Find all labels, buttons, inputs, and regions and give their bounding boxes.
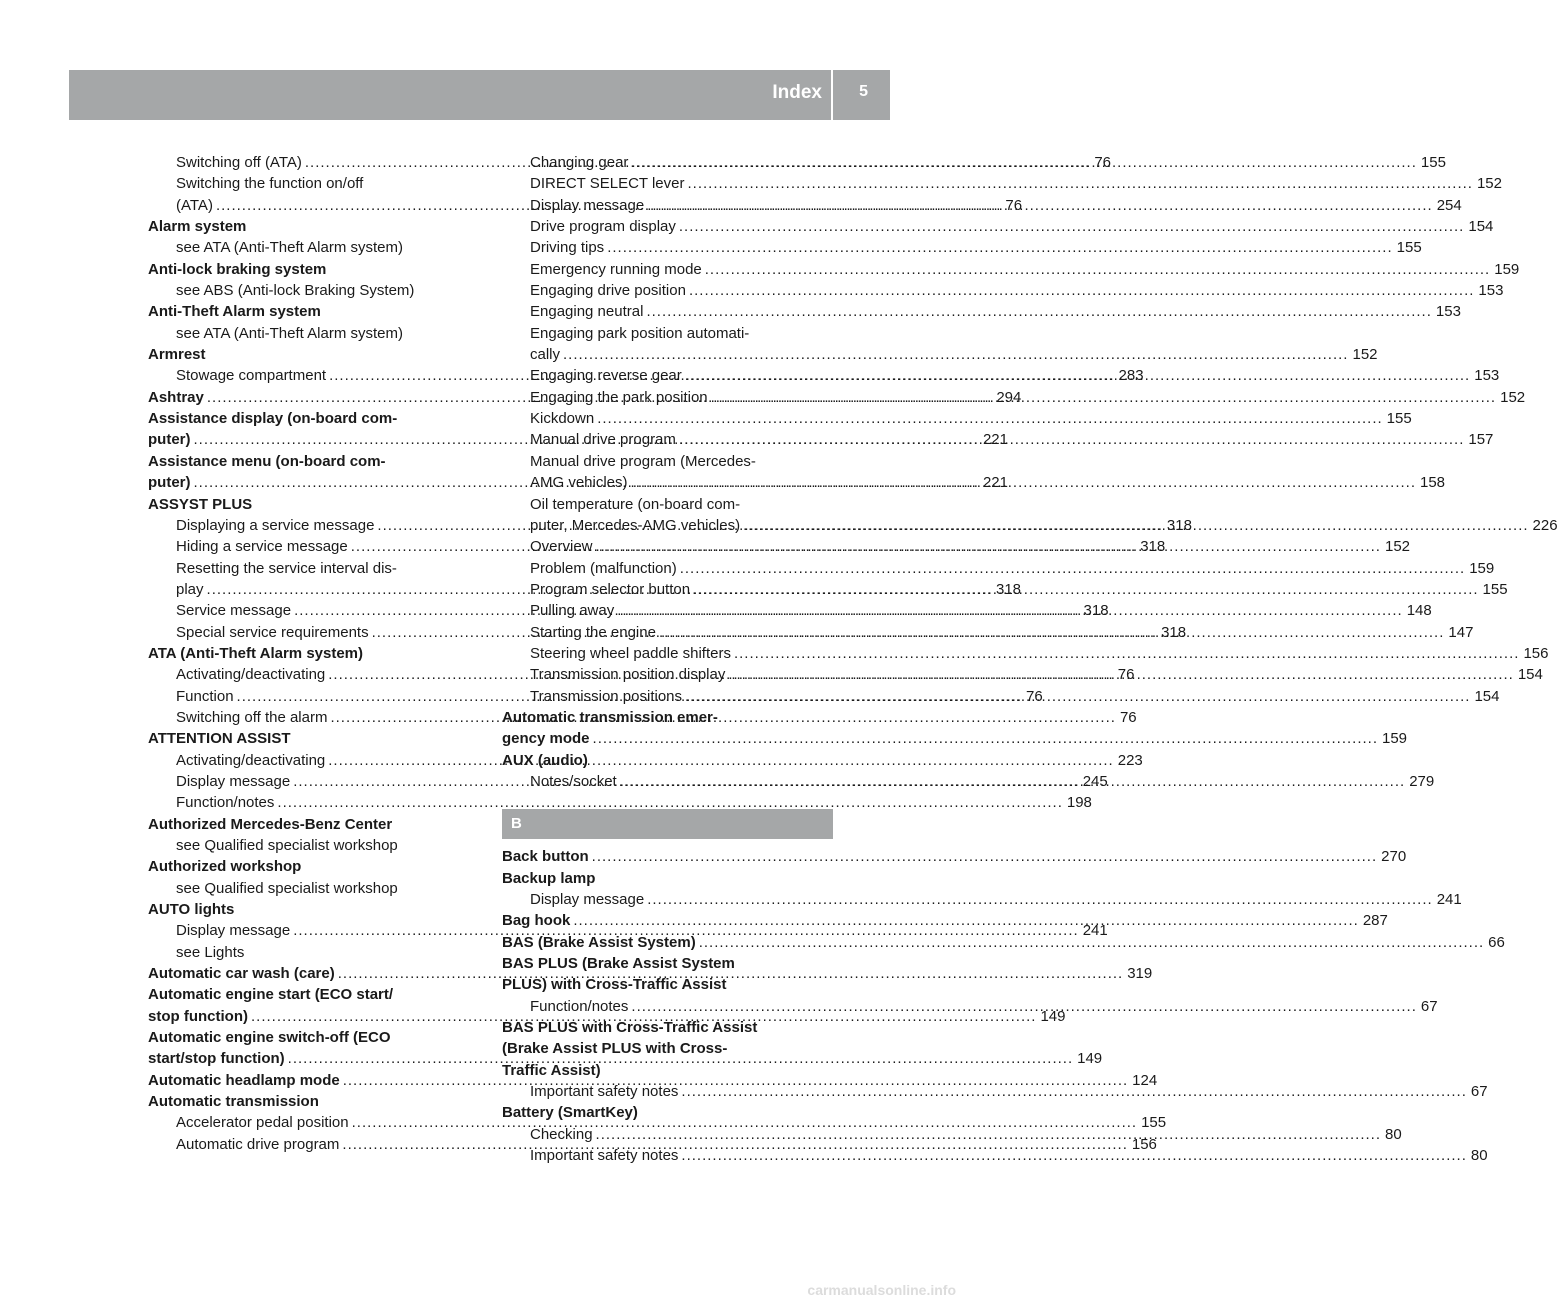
page-ref[interactable]: 124 <box>1132 1071 1158 1089</box>
page-ref[interactable]: 254 <box>1436 196 1462 214</box>
page-ref[interactable]: 152 <box>1500 388 1526 406</box>
index-heading <box>502 974 833 995</box>
dot-leader <box>680 558 1465 579</box>
index-subentry <box>502 451 833 472</box>
index-heading <box>502 1038 833 1059</box>
entry-text: Switching the function on/off <box>176 175 364 193</box>
entry-text: Backup lamp <box>502 869 596 887</box>
index-subentry[interactable] <box>502 643 1549 664</box>
entry-text: AUTO lights <box>148 901 235 919</box>
entry-text: Hiding a service message <box>176 538 348 556</box>
section-header: B <box>502 809 833 839</box>
entry-text: Assistance menu (on-board com- <box>148 452 386 470</box>
entry-text: Anti-lock braking system <box>148 260 327 278</box>
page-ref[interactable]: 154 <box>1468 218 1494 236</box>
page-ref[interactable]: 76 <box>1117 666 1135 684</box>
dot-leader <box>689 280 1474 301</box>
page-ref[interactable]: 80 <box>1470 1147 1488 1165</box>
index-subentry[interactable] <box>502 889 1462 910</box>
page-ref[interactable]: 318 <box>1161 623 1187 641</box>
dot-leader <box>693 579 1478 600</box>
page-ref[interactable]: 287 <box>1362 912 1388 930</box>
entry-text: Automatic drive program <box>176 1135 340 1153</box>
entry-text: Engaging the park position <box>530 388 708 406</box>
dot-leader <box>679 429 1464 450</box>
index-subentry[interactable] <box>148 792 1092 813</box>
page-ref[interactable]: 66 <box>1488 933 1505 951</box>
index-heading[interactable] <box>502 932 1505 953</box>
entry-text: Engaging park position automati- <box>530 324 750 342</box>
page-ref[interactable]: 155 <box>1396 239 1422 257</box>
entry-text: see Qualified specialist workshop <box>176 879 398 897</box>
entry-text: ATA (Anti-Theft Alarm system) <box>148 644 364 662</box>
entry-text: Back button <box>502 848 589 866</box>
dot-leader <box>659 622 1444 643</box>
entry-text: see ABS (Anti-lock Braking System) <box>176 282 415 300</box>
entry-text: PLUS) with Cross-Traffic Assist <box>502 976 727 994</box>
watermark: carmanualsonline.info <box>807 1282 956 1298</box>
dot-leader <box>685 365 1470 386</box>
dot-leader <box>743 515 1528 536</box>
dot-leader <box>620 771 1405 792</box>
index-heading <box>502 750 833 771</box>
entry-text: Function/notes <box>176 794 275 812</box>
page-ref[interactable]: 318 <box>1140 538 1166 556</box>
index-heading <box>148 814 479 835</box>
index-subentry[interactable] <box>502 173 1502 194</box>
page-ref[interactable]: 318 <box>1166 516 1192 534</box>
page-ref[interactable]: 80 <box>1385 1125 1402 1143</box>
index-subentry <box>502 494 833 515</box>
index-subentry <box>502 323 833 344</box>
entry-text: Displaying a service message <box>176 516 375 534</box>
index-subentry <box>148 835 479 856</box>
entry-text: Bag hook <box>502 912 571 930</box>
page-ref[interactable]: 76 <box>1005 196 1023 214</box>
entry-text: Automatic engine switch-off (ECO <box>148 1029 391 1047</box>
index-heading <box>502 1017 833 1038</box>
dot-leader <box>631 472 1416 493</box>
page-ref[interactable]: 153 <box>1435 303 1461 321</box>
dot-leader <box>711 387 1496 408</box>
index-subentry[interactable] <box>502 408 1412 429</box>
index-subentry[interactable] <box>502 280 1504 301</box>
header-title: Index <box>772 82 822 103</box>
entry-text: Starting the engine <box>530 623 656 641</box>
page-ref[interactable]: 319 <box>1127 965 1153 983</box>
index-subentry[interactable] <box>502 1145 1488 1166</box>
page-ref[interactable]: 158 <box>1420 474 1446 492</box>
page-ref[interactable]: 318 <box>996 580 1022 598</box>
entry-text: Automatic engine start (ECO start/ <box>148 986 394 1004</box>
entry-text: Function <box>176 687 234 705</box>
page-ref[interactable]: 152 <box>1476 175 1502 193</box>
entry-text: Ashtray <box>148 388 204 406</box>
index-heading <box>502 707 833 728</box>
page-ref[interactable]: 155 <box>1420 154 1446 171</box>
page-ref[interactable]: 155 <box>1141 1114 1167 1132</box>
entry-text: Kickdown <box>530 410 595 428</box>
entry-text: Display message <box>530 196 645 214</box>
entry-text: Automatic transmission <box>148 1093 319 1111</box>
entry-text: cally <box>530 346 561 364</box>
index-heading <box>502 1102 833 1123</box>
entry-text: Overview <box>530 538 593 556</box>
entry-text: Engaging reverse gear <box>530 367 682 385</box>
entry-text: see Qualified specialist workshop <box>176 837 398 854</box>
entry-text: (Brake Assist PLUS with Cross- <box>502 1040 728 1058</box>
page-ref[interactable]: 223 <box>1117 751 1143 769</box>
entry-text: BAS PLUS with Cross-Traffic Assist <box>502 1019 758 1037</box>
entry-text: AMG vehicles) <box>530 474 628 492</box>
index-heading[interactable] <box>502 846 1407 867</box>
dot-leader <box>705 259 1490 280</box>
index-subentry <box>148 280 479 301</box>
page-ref[interactable]: 221 <box>982 431 1008 449</box>
dot-leader <box>681 1081 1466 1102</box>
entry-text: Special service requirements <box>176 623 369 641</box>
dot-leader <box>647 889 1432 910</box>
entry-text: Automatic headlamp mode <box>148 1071 340 1089</box>
entry-text: Drive program display <box>530 218 676 236</box>
index-heading <box>148 259 479 280</box>
page-ref[interactable]: 159 <box>1469 559 1495 577</box>
page-ref[interactable]: 152 <box>1384 538 1411 556</box>
entry-text: Emergency running mode <box>530 260 702 278</box>
entry-text: Steering wheel paddle shifters <box>530 644 731 662</box>
page-ref[interactable]: 159 <box>1494 260 1520 278</box>
entry-text: Anti-Theft Alarm system <box>148 303 321 321</box>
index-heading <box>148 344 479 365</box>
index-subentry <box>148 558 479 579</box>
page-ref[interactable]: 153 <box>1478 282 1504 300</box>
index-heading <box>148 856 479 877</box>
dot-leader <box>631 152 1416 173</box>
page-ref[interactable]: 245 <box>1082 772 1108 790</box>
entry-text: Important safety notes <box>530 1083 679 1101</box>
entry-text: Automatic transmission emer- <box>502 708 718 726</box>
index-heading <box>148 1091 479 1112</box>
entry-text: Display message <box>176 772 291 790</box>
page-ref[interactable]: 318 <box>1083 602 1109 620</box>
index-heading <box>148 899 479 920</box>
dot-leader <box>688 173 1473 194</box>
entry-text: Engaging neutral <box>530 303 644 321</box>
page-ref[interactable]: 155 <box>1386 410 1412 428</box>
entry-text: Program selector button <box>530 580 691 598</box>
index-subentry[interactable] <box>502 301 1461 322</box>
page-ref[interactable]: 154 <box>1474 687 1500 705</box>
entry-text: Authorized workshop <box>148 858 302 876</box>
entry-text: BAS (Brake Assist System) <box>502 933 696 951</box>
page-ref[interactable]: 67 <box>1420 997 1438 1015</box>
dot-leader <box>685 686 1470 707</box>
entry-text: Transmission positions <box>530 687 682 705</box>
index-subentry[interactable] <box>502 237 1422 258</box>
entry-text: Checking <box>530 1125 593 1143</box>
index-subentry[interactable] <box>502 1081 1488 1102</box>
page-ref[interactable]: 155 <box>1482 580 1508 598</box>
dot-leader <box>597 408 1382 429</box>
page-ref[interactable]: 294 <box>996 388 1022 406</box>
entry-text: Accelerator pedal position <box>176 1114 349 1132</box>
entry-text: Function/notes <box>530 997 629 1015</box>
page-ref[interactable]: 156 <box>1131 1135 1157 1153</box>
index-heading <box>148 494 479 515</box>
entry-text: Switching off the alarm <box>176 708 328 726</box>
entry-text: see ATA (Anti-Theft Alarm system) <box>176 324 404 342</box>
entry-text: see Lights <box>176 943 245 961</box>
entry-text: puter) <box>148 474 191 492</box>
page-ref[interactable]: 159 <box>1382 730 1408 748</box>
page-ref[interactable]: 221 <box>982 474 1008 492</box>
page-ref[interactable]: 157 <box>1468 431 1494 449</box>
index-heading <box>148 216 479 237</box>
entry-text: DIRECT SELECT lever <box>530 175 685 193</box>
entry-text: Armrest <box>148 346 206 364</box>
page-ref[interactable]: 156 <box>1523 644 1549 662</box>
entry-text: Resetting the service interval dis- <box>176 559 397 577</box>
entry-text: Display message <box>530 891 645 908</box>
entry-text: Battery (SmartKey) <box>502 1104 638 1122</box>
index-subentry[interactable] <box>502 344 1378 365</box>
index-heading <box>148 408 479 429</box>
page-ref[interactable]: 149 <box>1077 1050 1103 1068</box>
page-ref[interactable]: 148 <box>1406 602 1432 620</box>
header-divider <box>831 70 833 120</box>
page-ref[interactable]: 279 <box>1409 772 1435 790</box>
entry-text: Manual drive program <box>530 431 676 449</box>
entry-text: Problem (malfunction) <box>530 559 677 577</box>
index-heading <box>148 643 479 664</box>
index-subentry[interactable] <box>502 216 1494 237</box>
entry-text: start/stop function) <box>148 1050 285 1068</box>
dot-leader <box>592 846 1377 867</box>
entry-text: Engaging drive position <box>530 282 686 300</box>
index-heading <box>148 984 479 1005</box>
page-ref[interactable]: 154 <box>1517 666 1543 684</box>
entry-text: Traffic Assist) <box>502 1061 601 1079</box>
index-heading[interactable] <box>502 728 1408 749</box>
entry-text: Automatic car wash (care) <box>148 965 335 983</box>
index-heading <box>502 953 833 974</box>
dot-leader <box>679 216 1464 237</box>
entry-text: Service message <box>176 602 292 620</box>
entry-text: puter) <box>148 431 191 449</box>
dot-leader <box>646 301 1431 322</box>
page-ref[interactable]: 198 <box>1066 794 1092 812</box>
entry-text: ATTENTION ASSIST <box>148 730 291 748</box>
entry-text: see ATA (Anti-Theft Alarm system) <box>176 239 404 257</box>
page-ref[interactable]: 283 <box>1118 367 1144 385</box>
index-subentry <box>148 323 479 344</box>
page-number: 5 <box>859 83 868 100</box>
index-subentry <box>148 878 479 899</box>
entry-text: play <box>176 580 204 598</box>
index-heading <box>502 868 833 889</box>
entry-text: Driving tips <box>530 239 605 257</box>
dot-leader <box>563 344 1348 365</box>
index-subentry[interactable] <box>502 259 1520 280</box>
entry-text: Alarm system <box>148 218 247 236</box>
entry-text: Assistance display (on-board com- <box>148 410 398 428</box>
index-subentry <box>148 173 479 194</box>
index-heading <box>148 451 479 472</box>
page-ref[interactable]: 270 <box>1381 848 1407 866</box>
dot-leader <box>593 728 1378 749</box>
page-ref[interactable]: 241 <box>1082 922 1108 940</box>
entry-text: Activating/deactivating <box>176 666 326 684</box>
page-ref[interactable]: 152 <box>1352 346 1378 364</box>
page-ref[interactable]: 76 <box>1119 708 1137 726</box>
dot-leader <box>573 910 1358 931</box>
entry-text: Stowage compartment <box>176 367 327 385</box>
dot-leader <box>631 996 1416 1017</box>
dot-leader <box>699 932 1484 953</box>
entry-text: Authorized Mercedes-Benz Center <box>148 815 393 833</box>
page-ref[interactable]: 67 <box>1470 1083 1488 1101</box>
index-subentry[interactable] <box>502 558 1495 579</box>
index-heading <box>502 1060 833 1081</box>
index-heading <box>148 1027 479 1048</box>
entry-text: Changing gear <box>530 154 629 171</box>
index-heading <box>148 301 479 322</box>
entry-text: Oil temperature (on-board com- <box>530 495 741 513</box>
index-heading <box>148 728 479 749</box>
dot-leader <box>607 237 1392 258</box>
dot-leader <box>596 536 1381 557</box>
entry-text: Transmission position display <box>530 666 726 684</box>
entry-text: Pulling away <box>530 602 615 620</box>
page-ref[interactable]: 153 <box>1474 367 1500 385</box>
page-ref[interactable]: 241 <box>1436 891 1462 908</box>
entry-text: AUX (audio) <box>502 751 588 769</box>
entry-text: Notes/socket <box>530 772 617 790</box>
index-subentry <box>148 237 479 258</box>
entry-text: ASSYST PLUS <box>148 495 253 513</box>
entry-text: gency mode <box>502 730 590 748</box>
page-ref[interactable]: 147 <box>1448 623 1474 641</box>
entry-text: puter, Mercedes-AMG vehicles) <box>530 516 741 534</box>
page-ref[interactable]: 76 <box>1094 154 1112 171</box>
dot-leader <box>681 1145 1466 1166</box>
entry-text: Display message <box>176 922 291 940</box>
dot-leader <box>728 664 1513 685</box>
dot-leader <box>596 1124 1381 1145</box>
entry-text: stop function) <box>148 1007 248 1025</box>
dot-leader <box>617 600 1402 621</box>
page-ref[interactable]: 226 <box>1532 516 1558 534</box>
page-ref[interactable]: 149 <box>1040 1007 1066 1025</box>
entry-text: (ATA) <box>176 196 213 214</box>
entry-text: Switching off (ATA) <box>176 154 302 171</box>
dot-leader <box>647 195 1432 216</box>
dot-leader <box>734 643 1519 664</box>
entry-text: Activating/deactivating <box>176 751 326 769</box>
index-subentry <box>148 942 479 963</box>
entry-text: Manual drive program (Mercedes- <box>530 452 756 470</box>
page-ref[interactable]: 76 <box>1026 687 1043 705</box>
entry-text: BAS PLUS (Brake Assist System <box>502 955 735 973</box>
page-header-bar <box>69 70 890 120</box>
entry-text: Important safety notes <box>530 1147 679 1165</box>
